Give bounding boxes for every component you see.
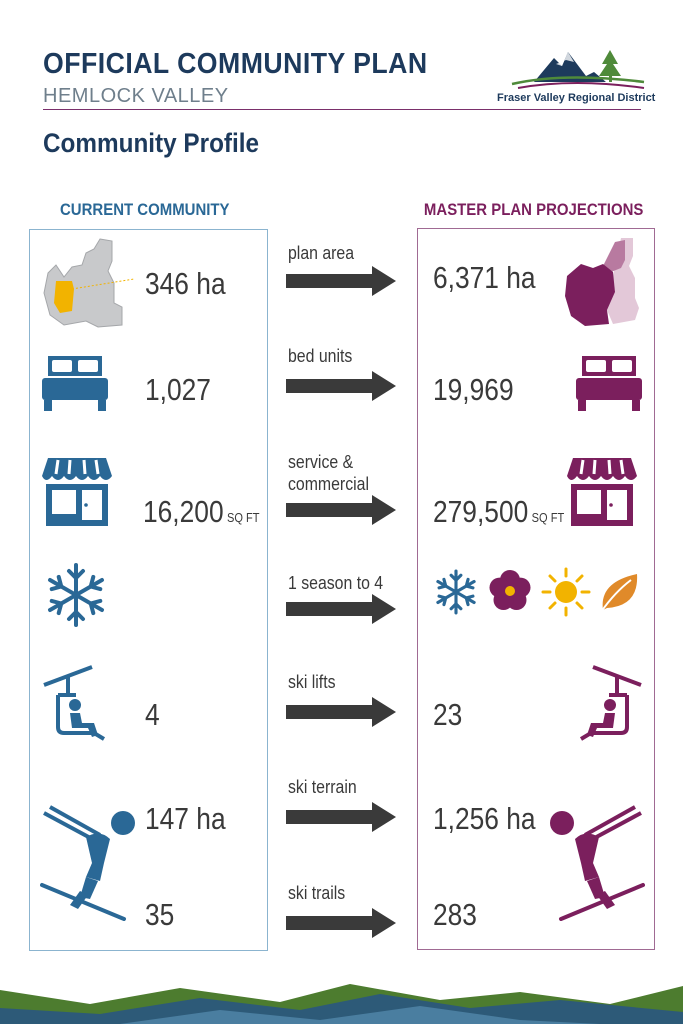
chairlift-icon xyxy=(573,665,643,745)
page-subtitle: HEMLOCK VALLEY xyxy=(43,85,229,107)
sq-ft-unit: SQ FT xyxy=(227,510,260,525)
map-icon xyxy=(42,237,142,332)
commercial-label: service & commercial xyxy=(288,452,369,494)
bed-icon xyxy=(576,356,642,412)
bed-units-label: bed units xyxy=(288,346,353,366)
arrow-right-icon xyxy=(286,802,398,832)
projected-commercial xyxy=(433,494,564,530)
plan-area-label: plan area xyxy=(288,243,355,263)
seasons-label: 1 season to 4 xyxy=(288,573,384,593)
ski-terrain-label: ski terrain xyxy=(288,777,357,797)
current-ski-terrain: 147 ha xyxy=(145,801,226,836)
page-title: OFFICIAL COMMUNITY PLAN xyxy=(43,48,428,80)
ski-lifts-label: ski lifts xyxy=(288,672,336,692)
logo-text: Fraser Valley Regional District xyxy=(497,92,656,104)
projected-ski-lifts: 23 xyxy=(433,697,463,732)
projected-commercial-value: 279,500 xyxy=(433,494,529,529)
bed-icon xyxy=(42,356,108,412)
skier-icon xyxy=(40,805,140,921)
leaf-icon xyxy=(597,570,641,614)
current-ski-lifts: 4 xyxy=(145,697,160,732)
footer-mountains xyxy=(0,980,683,1024)
chairlift-icon xyxy=(42,665,112,745)
snowflake-icon xyxy=(433,569,479,615)
current-plan-area: 346 ha xyxy=(145,266,226,301)
flower-icon xyxy=(488,569,532,613)
section-title: Community Profile xyxy=(43,128,260,158)
current-community-heading: CURRENT COMMUNITY xyxy=(60,200,230,219)
skier-icon xyxy=(545,805,645,921)
sq-ft-unit: SQ FT xyxy=(531,510,565,525)
arrow-right-icon xyxy=(286,371,398,401)
map-icon xyxy=(563,236,645,328)
arrow-right-icon xyxy=(286,594,398,624)
projected-bed-units: 19,969 xyxy=(433,372,514,407)
storefront-icon xyxy=(42,458,112,526)
projected-ski-terrain: 1,256 ha xyxy=(433,801,536,836)
current-ski-trails: 35 xyxy=(145,897,175,932)
ski-trails-label: ski trails xyxy=(288,883,346,903)
projected-ski-trails: 283 xyxy=(433,897,477,932)
master-plan-heading: MASTER PLAN PROJECTIONS xyxy=(423,200,643,219)
arrow-right-icon xyxy=(286,266,398,296)
current-commercial-value: 16,200 xyxy=(143,494,224,529)
current-bed-units: 1,027 xyxy=(145,372,211,407)
storefront-icon xyxy=(567,458,637,526)
arrow-right-icon xyxy=(286,908,398,938)
arrow-right-icon xyxy=(286,495,398,525)
current-commercial xyxy=(143,494,260,530)
arrow-right-icon xyxy=(286,697,398,727)
header-divider xyxy=(43,109,641,110)
snowflake-icon xyxy=(43,562,109,628)
projected-plan-area: 6,371 ha xyxy=(433,260,536,295)
sun-icon xyxy=(541,567,591,617)
